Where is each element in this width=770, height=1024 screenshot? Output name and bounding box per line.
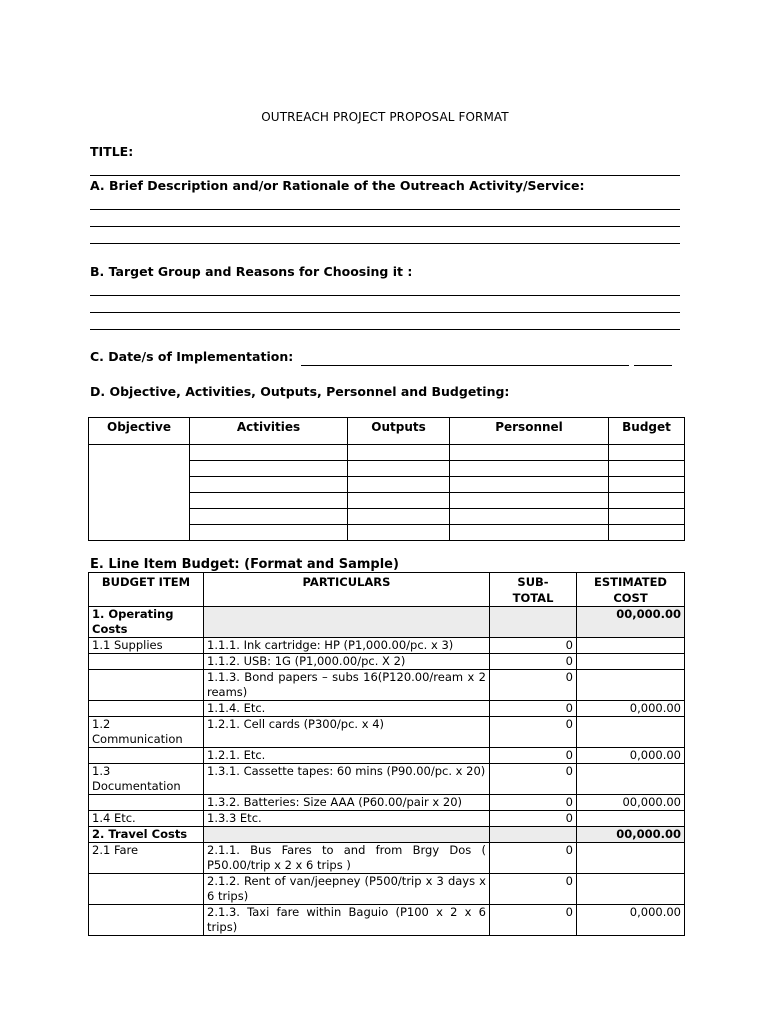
budget-item-cell [89,701,204,717]
estimated-cost-cell: 0,000.00 [577,748,685,764]
subtotal-cell: 0 [490,764,577,795]
budget-item-cell: 1.3 Documentation [89,764,204,795]
particulars-cell: 1.1.3. Bond papers – subs 16(P120.00/ream x 2 reams) [204,670,490,701]
table-section-row [89,607,685,638]
section-c-date-line [301,365,629,366]
col-header-outputs: Outputs [348,418,450,445]
objectives-table [88,417,685,541]
table-row [89,654,685,670]
budget-item-cell: 2. Travel Costs [89,827,204,843]
table-row [89,748,685,764]
section-a-line-1 [90,209,680,210]
budget-item-cell [89,874,204,905]
estimated-cost-cell: 0,000.00 [577,905,685,936]
estimated-cost-cell [577,811,685,827]
table-section-row [89,827,685,843]
subtotal-cell: 0 [490,874,577,905]
table-row [89,638,685,654]
objective-cell [89,445,190,541]
subtotal-cell: 0 [490,638,577,654]
section-c-heading: C. Date/s of Implementation: [90,349,294,364]
particulars-cell: 2.1.3. Taxi fare within Baguio (P100 x 2 x 6 trips) [204,905,490,936]
particulars-cell [204,827,490,843]
title-line [90,175,680,176]
particulars-cell: 1.1.2. USB: 1G (P1,000.00/pc. X 2) [204,654,490,670]
subtotal-cell [490,827,577,843]
particulars-cell: 2.1.2. Rent of van/jeepney (P500/trip x 3 days x 6 trips) [204,874,490,905]
estimated-cost-cell [577,764,685,795]
section-c-date-line-end [634,365,672,366]
budget-item-cell [89,905,204,936]
table-row [89,811,685,827]
subtotal-cell [490,607,577,638]
budget-item-cell [89,654,204,670]
estimated-cost-cell [577,654,685,670]
col-header-particulars: PARTICULARS [204,573,490,607]
col-header-subtotal: SUB- TOTAL [490,573,577,607]
table-header-row [89,418,685,445]
col-header-estimated-cost: ESTIMATED COST [577,573,685,607]
section-a-line-2 [90,226,680,227]
budget-item-cell: 1.2 Communication [89,717,204,748]
estimated-cost-cell [577,874,685,905]
table-row [89,670,685,701]
particulars-cell: 1.2.1. Etc. [204,748,490,764]
estimated-cost-cell: 00,000.00 [577,607,685,638]
table-row [89,445,685,461]
table-row [89,795,685,811]
section-b-heading: B. Target Group and Reasons for Choosing it : [90,264,413,279]
subtotal-cell: 0 [490,843,577,874]
table-header-row [89,573,685,607]
estimated-cost-cell [577,638,685,654]
estimated-cost-cell [577,843,685,874]
section-b-line-1 [90,295,680,296]
estimated-cost-cell: 00,000.00 [577,827,685,843]
section-b-line-2 [90,312,680,313]
budget-item-cell: 1.4 Etc. [89,811,204,827]
subtotal-cell: 0 [490,654,577,670]
table-row [89,717,685,748]
particulars-cell [204,607,490,638]
table-row [89,764,685,795]
particulars-cell: 1.1.1. Ink cartridge: HP (P1,000.00/pc. x 3) [204,638,490,654]
col-header-objective: Objective [89,418,190,445]
line-item-budget-table [88,572,685,936]
section-a-line-3 [90,243,680,244]
section-a-heading: A. Brief Description and/or Rationale of the Outreach Activity/Service: [90,178,585,193]
title-label: TITLE: [90,144,134,159]
section-e-heading: E. Line Item Budget: (Format and Sample) [90,557,399,572]
col-header-personnel: Personnel [450,418,609,445]
budget-item-cell: 2.1 Fare [89,843,204,874]
estimated-cost-cell [577,670,685,701]
col-header-budget-item: BUDGET ITEM [89,573,204,607]
section-b-line-3 [90,329,680,330]
subtotal-cell: 0 [490,701,577,717]
budget-item-cell [89,748,204,764]
document-title: OUTREACH PROJECT PROPOSAL FORMAT [261,110,509,124]
particulars-cell: 1.3.3 Etc. [204,811,490,827]
subtotal-cell: 0 [490,748,577,764]
estimated-cost-cell [577,717,685,748]
budget-item-cell: 1. Operating Costs [89,607,204,638]
estimated-cost-cell: 0,000.00 [577,701,685,717]
estimated-cost-cell: 00,000.00 [577,795,685,811]
budget-item-cell [89,795,204,811]
subtotal-cell: 0 [490,811,577,827]
section-d-heading: D. Objective, Activities, Outputs, Personnel and Budgeting: [90,384,510,399]
table-row [89,905,685,936]
particulars-cell: 1.3.1. Cassette tapes: 60 mins (P90.00/pc. x 20) [204,764,490,795]
table-row [89,843,685,874]
subtotal-cell: 0 [490,717,577,748]
particulars-cell: 2.1.1. Bus Fares to and from Brgy Dos ( P50.00/trip x 2 x 6 trips ) [204,843,490,874]
particulars-cell: 1.1.4. Etc. [204,701,490,717]
col-header-activities: Activities [190,418,348,445]
subtotal-cell: 0 [490,670,577,701]
particulars-cell: 1.2.1. Cell cards (P300/pc. x 4) [204,717,490,748]
table-row [89,874,685,905]
table-row [89,701,685,717]
budget-item-cell [89,670,204,701]
particulars-cell: 1.3.2. Batteries: Size AAA (P60.00/pair x 20) [204,795,490,811]
budget-item-cell: 1.1 Supplies [89,638,204,654]
subtotal-cell: 0 [490,905,577,936]
subtotal-cell: 0 [490,795,577,811]
col-header-budget: Budget [609,418,685,445]
